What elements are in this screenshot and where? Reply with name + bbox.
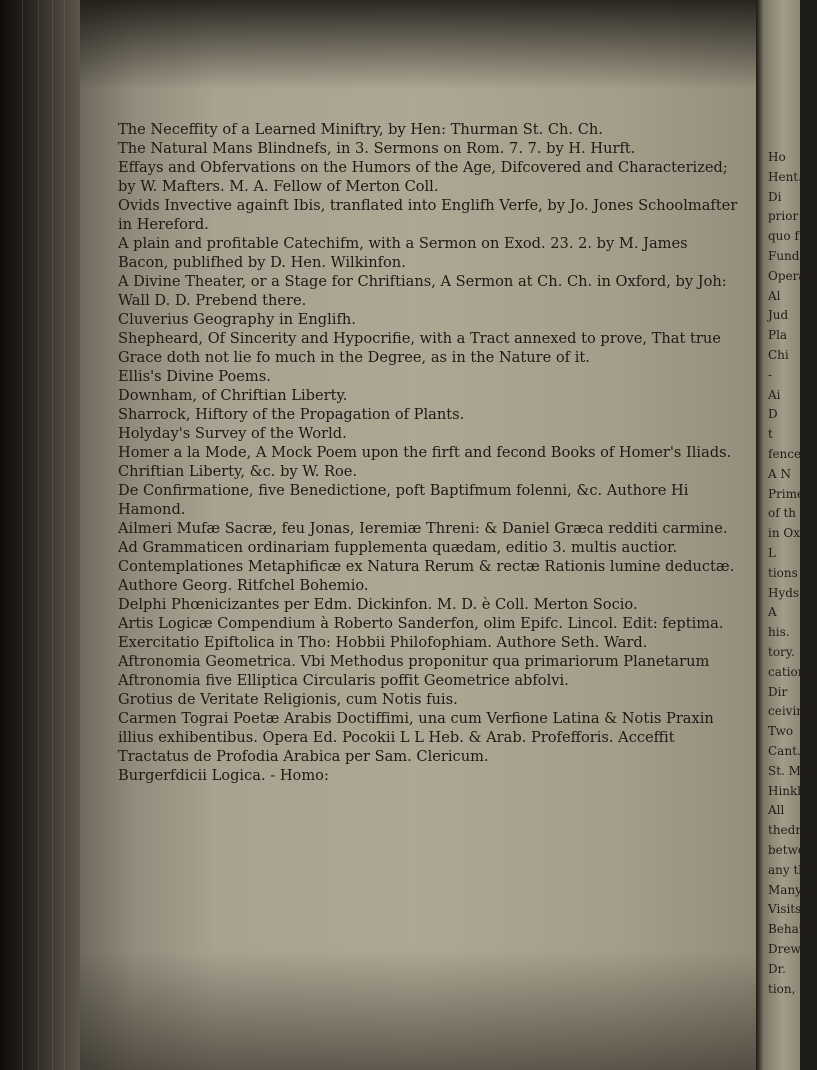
book-entry: Artis Logicæ Compendium à Roberto Sanderfon, olim Epifc. Lincol. Edit: feptima. [118,615,724,632]
facing-page-fragment: Drew [768,942,801,956]
facing-page-fragment: Hinkle [768,783,809,798]
book-entry: Sharrock, Hiftory of the Propagation of Plants. [118,406,465,423]
facing-page-fragment: tions [768,565,798,580]
facing-page-fragment: cation [768,664,806,679]
book-entry: Ovids Invective againft Ibis, tranflated into Englifh Verfe, by Jo. Jones Schoolmafter in Hereford. [118,197,738,233]
book-entry: Carmen Tograi Poetæ Arabis Doctiffimi, una cum Verfione Latina & Notis Praxin illius exhibentibus. Opera Ed. Pocokii L L Heb. & Arab. Profefforis. Acceffit Tractatus de Profodia Arabica per Sam. Clericum. [118,710,714,765]
facing-page-fragment: L [768,546,776,560]
facing-page-fragment: tory. [768,645,795,659]
book-entry: Delphi Phœnicizantes per Edm. Dickinfon. M. D. è Coll. Merton Socio. [118,596,638,613]
book-entry: Exercitatio Epiftolica in Tho: Hobbii Philofophiam. Authore Seth. Ward. [118,634,648,651]
book-page [80,0,756,1070]
facing-page-fragment: - [768,367,773,382]
book-entry: Effays and Obfervations on the Humors of the Age, Difcovered and Characterized; by W. Mafters. M. A. Fellow of Merton Coll. [118,159,728,195]
book-entry: Downham, of Chriftian Liberty. [118,387,348,404]
facing-page-fragment: his. [768,625,790,640]
facing-page-fragment: fence [768,447,802,461]
book-entry: Homer a la Mode, A Mock Poem upon the firft and fecond Books of Homer's Iliads. [118,444,732,461]
book-entry: The Neceffity of a Learned Miniftry, by Hen: Thurman St. Ch. Ch. [118,121,603,138]
book-entry: A plain and profitable Catechifm, with a Sermon on Exod. 23. 2. by M. James Bacon, publifhed by D. Hen. Wilkinfon. [118,235,688,271]
facing-page-fragment: t [768,427,773,442]
book-entry: The Natural Mans Blindnefs, in 3. Sermons on Rom. 7. 7. by H. Hurft. [118,140,636,157]
facing-page-fragment: Dir [768,684,788,699]
top-shadow [80,0,756,90]
facing-page-fragment: Chi [768,348,789,362]
facing-page-fragment: Behaun [768,922,815,937]
book-entry: Cluverius Geography in Englifh. [118,311,356,328]
facing-page-fragment: tion, [768,981,796,996]
book-entry: Burgerfdicii Logica. - Homo: [118,767,329,784]
facing-page-fragment: St. Ma [768,763,809,778]
facing-page-fragment: Di [768,189,782,204]
book-gutter [0,0,80,1070]
facing-page-fragment: Ai [768,387,781,402]
facing-page-fragment: Hyds [768,585,800,600]
facing-page-fragment: Dr. [768,961,786,976]
book-entry: De Confirmatione, five Benedictione, poft Baptifmum folenni, &c. Authore Hi Hamond. [118,482,689,518]
book-entry: A Divine Theater, or a Stage for Chriftians, A Sermon at Ch. Ch. in Oxford, by Joh: Wall D. D. Prebend there. [118,273,727,309]
facing-page-fragment: A [768,605,777,620]
book-entry: Shepheard, Of Sincerity and Hypocrifie, with a Tract annexed to prove, That true Grace doth not lie fo much in the Degree, as in the Nature of it. [118,330,721,366]
facing-page-fragment: Prime [768,486,805,501]
book-entry: Holyday's Survey of the World. [118,425,347,442]
facing-page-fragment: betwe [768,843,805,857]
facing-page-fragment: Ho [768,150,786,164]
book-entry: Grotius de Veritate Religionis, cum Notis fuis. [118,691,458,708]
facing-page-fragment: prior [768,209,799,224]
facing-page-edge [756,0,817,1070]
facing-page-fragment: ceiving [768,704,812,719]
facing-page-fragment: thedral [768,823,813,838]
facing-page-fragment: Visits [768,902,802,917]
facing-page-fragment: A N [768,466,791,481]
page-edge [38,0,39,1070]
facing-page-fragment: any the [768,862,814,877]
facing-page-fragment: Two [768,724,794,739]
page-edge [52,0,53,1070]
facing-page-fragment: in Ox [768,526,800,541]
facing-page-fragment: quo f [768,229,799,244]
page-edge [64,0,65,1070]
page-edge [22,0,23,1070]
book-entry: Contemplationes Metaphificæ ex Natura Rerum & rectæ Rationis lumine deductæ. Authore Georg. Ritfchel Bohemio. [118,558,735,594]
facing-page-fragment: Opera [768,268,806,283]
facing-page-fragment: Al [768,288,781,303]
book-entry: Aftronomia Geometrica. Vbi Methodus proponitur qua primariorum Planetarum Aftronomia five Elliptica Circularis poffit Geometrice abfolvi. [118,653,710,689]
facing-page-fragment: All [768,803,785,818]
bottom-shadow [80,950,756,1070]
facing-page-fragment: Hent. [768,169,802,184]
facing-page-fragment: Many of [768,882,817,897]
facing-page-fragment: Fundo [768,249,807,263]
facing-page-fragment: Cant. [768,744,801,758]
book-entry: Chriftian Liberty, &c. by W. Roe. [118,463,358,480]
facing-page-fragment: Pla [768,328,788,343]
book-entry: Ellis's Divine Poems. [118,368,271,385]
book-entry: Ad Grammaticen ordinariam fupplementa quædam, editio 3. multis auctior. [118,539,678,556]
facing-page-fragment: of th [768,506,797,521]
book-entry: Ailmeri Mufæ Sacræ, feu Jonas, Ieremiæ Threni: & Daniel Græca redditi carmine. [118,520,728,537]
facing-page-fragment: D [768,407,778,422]
facing-page-fragment: Jud [768,308,789,323]
book-list [118,120,738,785]
